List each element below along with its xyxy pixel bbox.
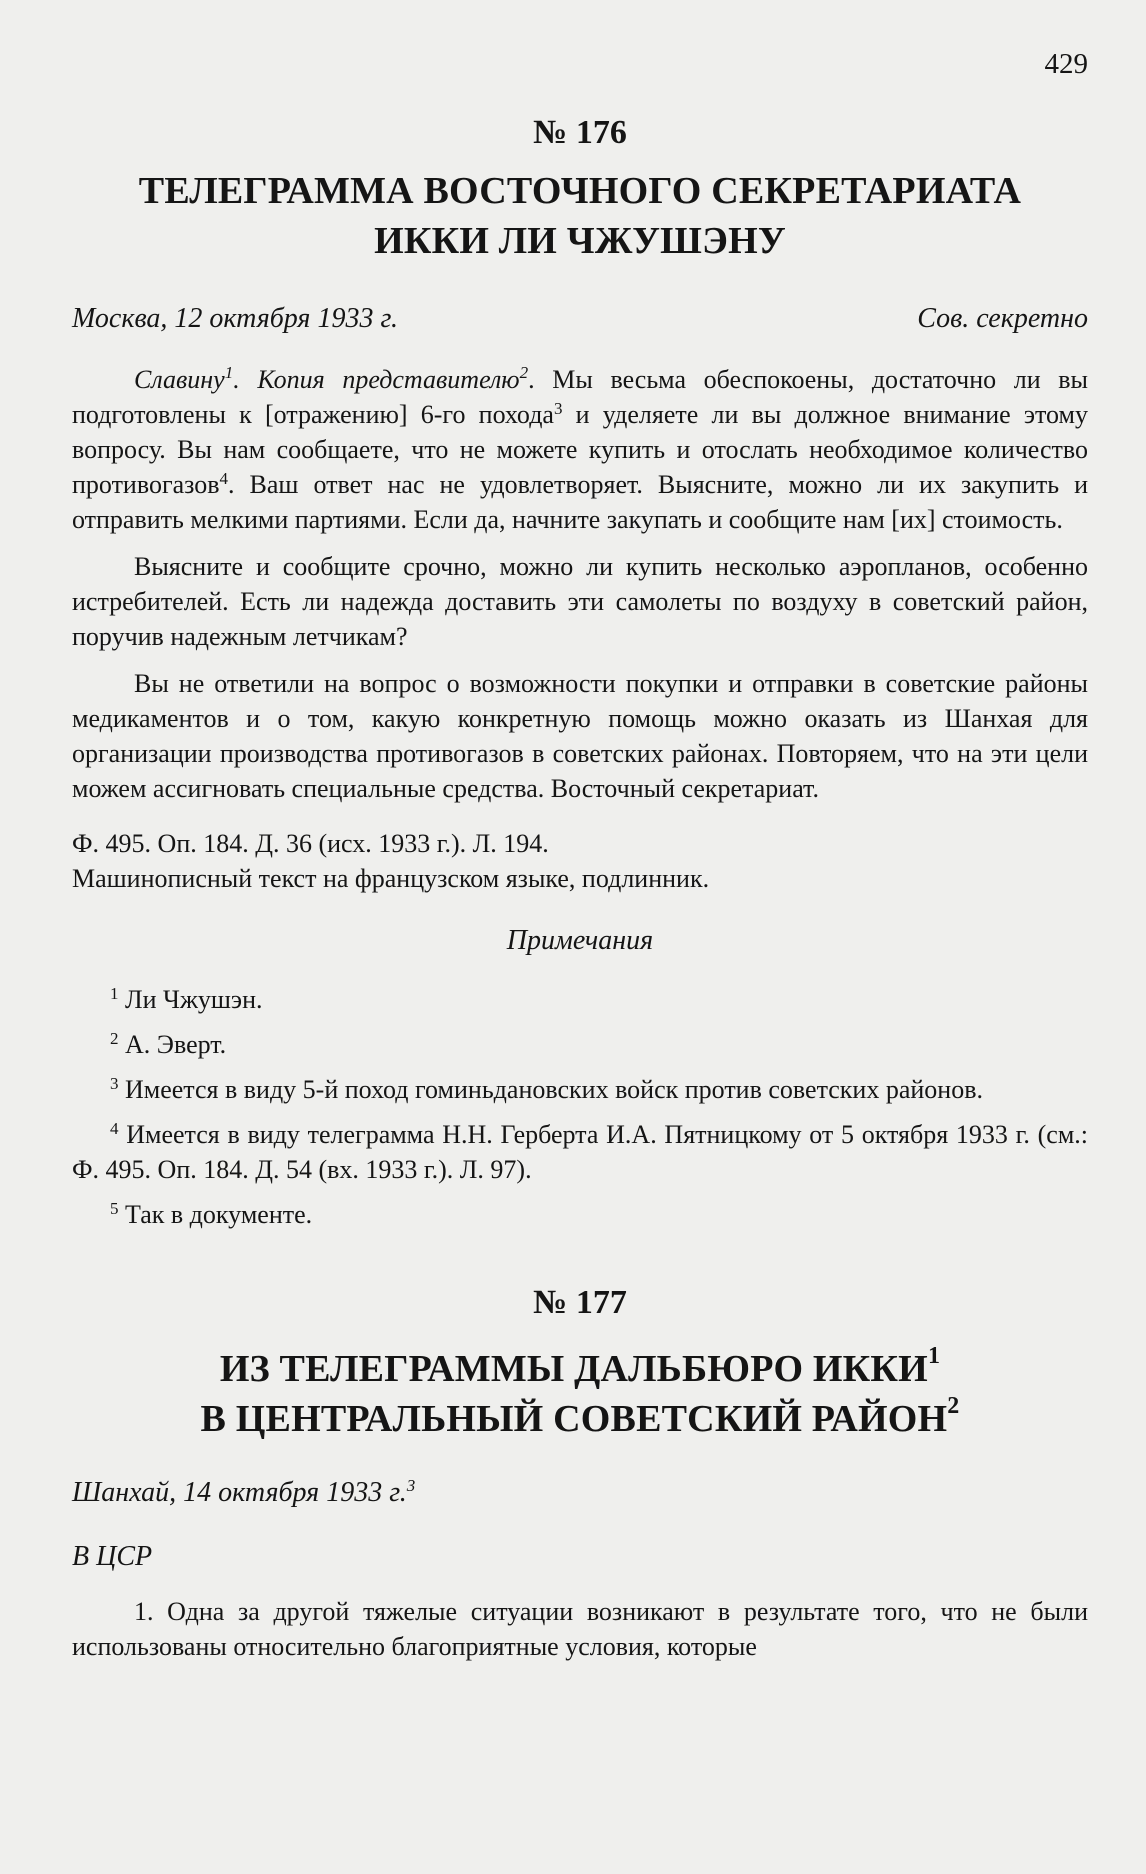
place-date: [72, 1474, 1088, 1512]
title-text: В ЦЕНТРАЛЬНЫЙ СОВЕТСКИЙ РАЙОН: [200, 1398, 948, 1440]
footnote-number: 3: [110, 1074, 119, 1093]
page-number: 429: [1044, 48, 1088, 80]
footnote-1: [72, 982, 1088, 1017]
footnote-number: 2: [110, 1029, 119, 1048]
archival-reference: Ф. 495. Оп. 184. Д. 36 (исх. 1933 г.). Л. 194.: [72, 829, 549, 858]
footnote-number: 4: [110, 1119, 119, 1138]
footnote-text: Имеется в виду 5-й поход гоминьдановских войск против советских районов.: [118, 1075, 983, 1104]
footnote-ref-1[interactable]: 1: [224, 363, 234, 382]
paragraph-text: . Мы весьма обеспокоены, достаточно ли вы подготовлены к [отражению] 6-го похода: [72, 365, 1088, 429]
page-content: [72, 110, 1088, 1664]
document-title-line-1: ТЕЛЕГРАММА ВОСТОЧНОГО СЕКРЕТАРИАТА: [138, 170, 1022, 212]
source-description: Машинописный текст на французском языке, подлинник.: [72, 864, 710, 893]
footnote-3: [72, 1072, 1088, 1107]
footnote-text: Имеется в виду телеграмма Н.Н. Герберта И.А. Пятницкому от 5 октября 1933 г. (см.: Ф. 495. Оп. 184. Д. 54 (вх. 1933 г.). Л. 97).: [72, 1120, 1088, 1184]
footnote-number: 1: [110, 984, 119, 1003]
footnote-ref-2[interactable]: 2: [947, 1393, 960, 1419]
notes-list: [72, 982, 1088, 1232]
place-date-text: Шанхай, 14 октября 1933 г.: [72, 1477, 407, 1508]
footnote-ref-1[interactable]: 1: [927, 1343, 941, 1369]
document-177: [72, 1280, 1088, 1664]
footnote-text: А. Эверт.: [118, 1030, 227, 1059]
document-number: № 177: [533, 1284, 627, 1321]
title-text: ИЗ ТЕЛЕГРАММЫ ДАЛЬБЮРО ИККИ: [219, 1348, 928, 1390]
document-title: [72, 1344, 1088, 1444]
footnote-2: [72, 1027, 1088, 1062]
footnote-4: [72, 1117, 1088, 1187]
footnote-text: Так в документе.: [118, 1200, 313, 1229]
footnote-ref-3[interactable]: 3: [406, 1476, 416, 1495]
addressee: В ЦСР: [72, 1541, 153, 1572]
document-title-line-2: ИККИ ЛИ ЧЖУШЭНУ: [374, 220, 786, 262]
archival-source: [72, 826, 1088, 896]
body-paragraph-1: 1. Одна за другой тяжелые ситуации возникают в результате того, что не были использованы относительно благоприятные условия, которые: [72, 1597, 1088, 1661]
footnote-number: 5: [110, 1199, 119, 1218]
body-paragraph-2: Выясните и сообщите срочно, можно ли купить несколько аэропланов, особенно истребителей. Есть ли надежда доставить эти самолеты по воздуху в советский район, поручив надежным летчикам?: [72, 552, 1088, 651]
paragraph-text: . Ваш ответ нас не удовлетворяет. Выясните, можно ли их закупить и отправить мелкими партиями. Если да, начните закупать и сообщите нам [их] стоимость.: [72, 470, 1088, 534]
body-paragraph-1: [72, 362, 1088, 537]
document-title-line-1: [72, 1344, 1088, 1394]
footnote-ref-2[interactable]: 2: [519, 363, 529, 382]
footnote-5: [72, 1197, 1088, 1232]
copy-to-representative: . Копия представителю: [233, 365, 520, 394]
classification-stamp: Сов. секретно: [917, 303, 1088, 334]
footnote-ref-4[interactable]: 4: [219, 469, 229, 488]
document-title-line-2: [72, 1394, 1088, 1444]
paragraph-text: и уделяете ли вы должное внимание этому вопросу. Вы нам сообщаете, что не можете купить и отослать необходимое количество противогазов: [72, 400, 1088, 499]
body-paragraph-3: Вы не ответили на вопрос о возможности покупки и отправки в советские районы медикаментов и о том, какую конкретную помощь можно оказать из Шанхая для организации производства противогазов в советских районах. Повторяем, что на эти цели можем ассигновать специальные средства. Восточный секретариат.: [72, 669, 1088, 803]
notes-heading: Примечания: [506, 925, 654, 956]
document-176: [72, 110, 1088, 1232]
footnote-ref-3[interactable]: 3: [553, 399, 563, 418]
document-meta: [72, 300, 1088, 338]
place-date: Москва, 12 октября 1933 г.: [72, 303, 399, 334]
addressee-slavin: Славину: [134, 365, 225, 394]
footnote-text: Ли Чжушэн.: [118, 985, 263, 1014]
document-number: № 176: [533, 114, 627, 151]
document-title: [72, 166, 1088, 266]
